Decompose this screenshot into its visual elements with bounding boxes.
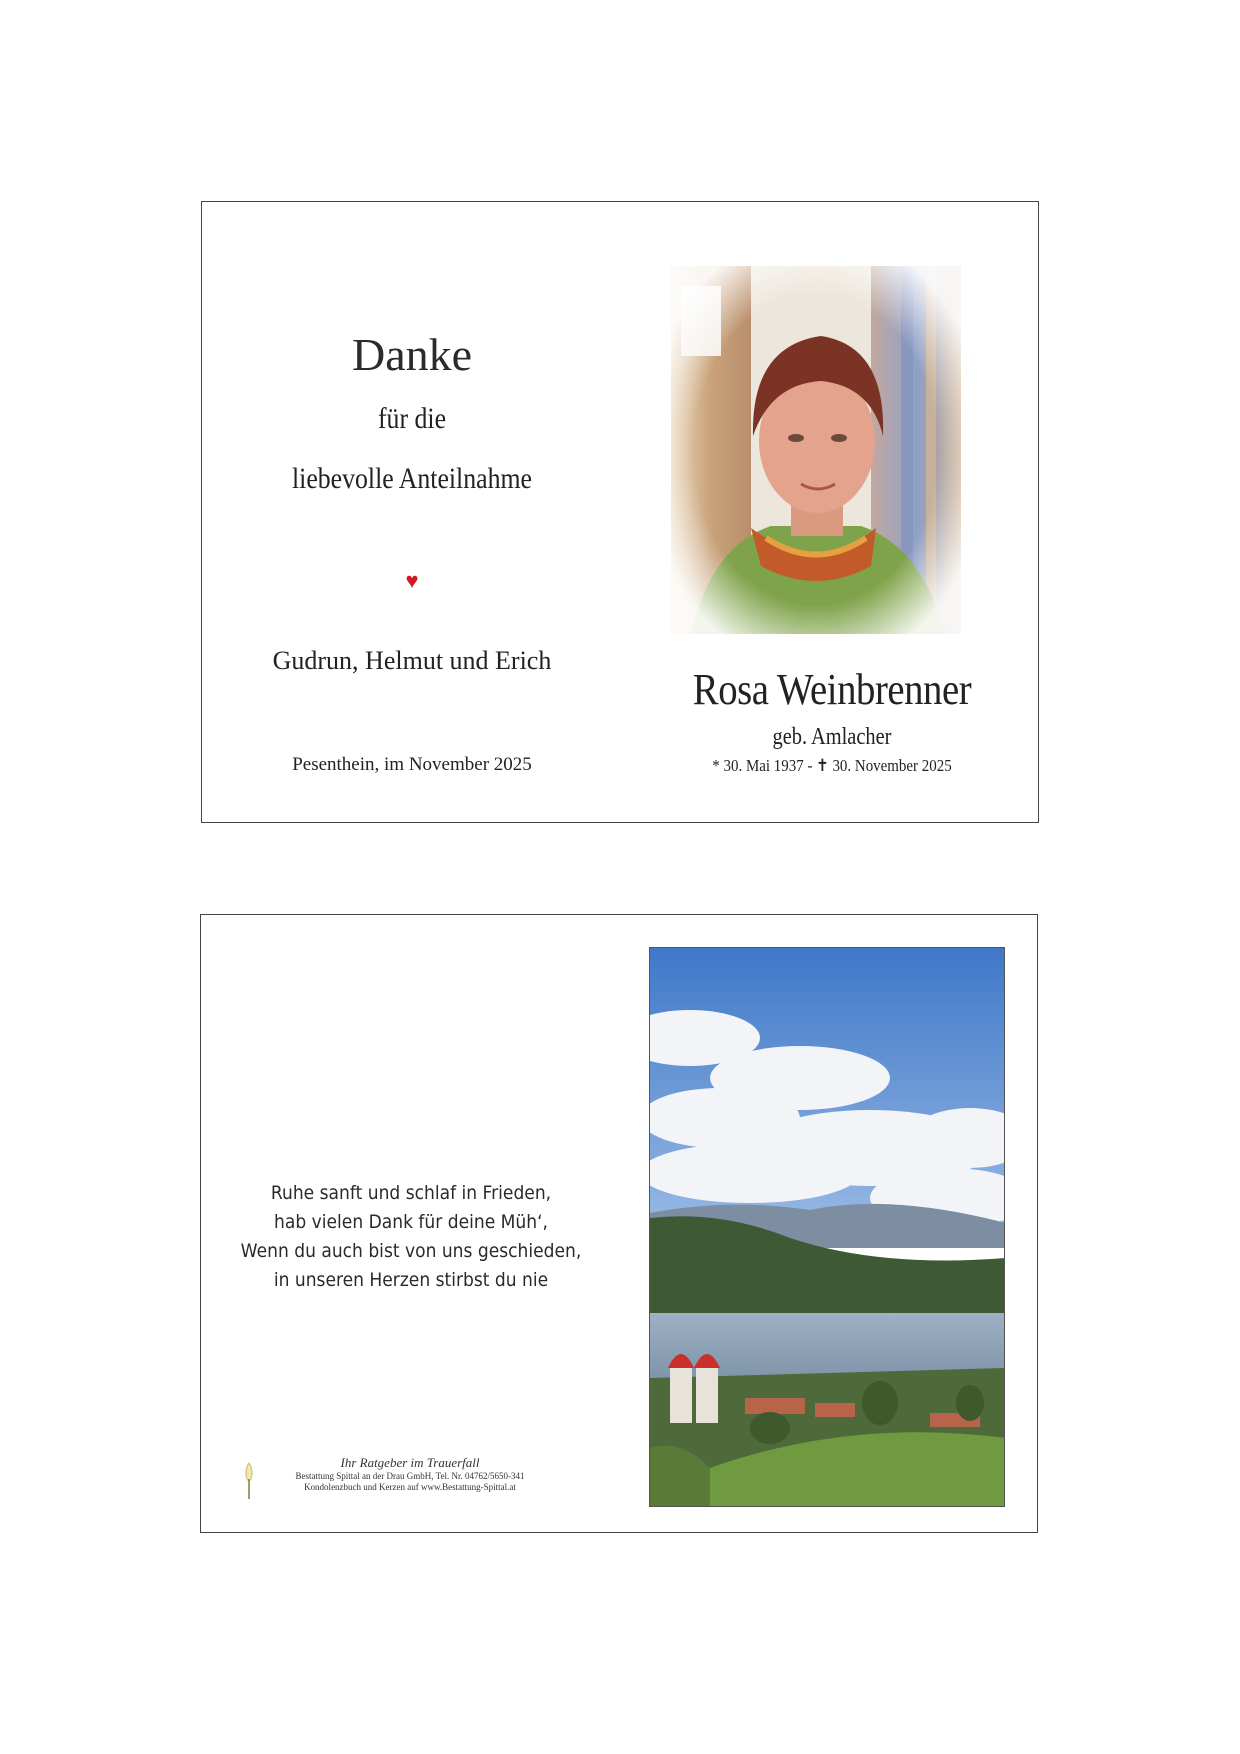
poem-line: hab vielen Dank für deine Müh‘, xyxy=(274,1211,548,1233)
portrait-photo xyxy=(671,266,961,634)
family-names: Gudrun, Helmut und Erich xyxy=(272,646,552,675)
poem-line: in unseren Herzen stirbst du nie xyxy=(273,1269,549,1291)
card-title: Danke xyxy=(351,329,473,380)
subtitle-line-2: liebevolle Anteilnahme xyxy=(291,462,533,495)
subtitle-line-1: für die xyxy=(377,402,447,435)
front-card xyxy=(201,201,1039,823)
maiden-name: geb. Amlacher xyxy=(772,724,892,750)
heart-icon: ♥ xyxy=(405,568,419,593)
landscape-photo xyxy=(649,947,1005,1507)
footer-website: Kondolenzbuch und Kerzen auf www.Bestattung-Spittal.at xyxy=(304,1482,516,1492)
life-dates: * 30. Mai 1937 - ✝ 30. November 2025 xyxy=(712,756,952,775)
poem-line: Ruhe sanft und schlaf in Frieden, xyxy=(270,1182,552,1204)
poem xyxy=(222,1179,600,1295)
funeral-home-footer xyxy=(273,1455,547,1493)
calla-lily-icon xyxy=(243,1461,255,1501)
footer-company: Bestattung Spittal an der Drau GmbH, Tel. Nr. 04762/5650-341 xyxy=(295,1471,525,1481)
footer-slogan: Ihr Ratgeber im Trauerfall xyxy=(340,1455,480,1470)
deceased-name: Rosa Weinbrenner xyxy=(692,665,972,714)
place-date: Pesenthein, im November 2025 xyxy=(292,754,532,775)
poem-line: Wenn du auch bist von uns geschieden, xyxy=(240,1240,582,1262)
back-card xyxy=(200,914,1038,1533)
